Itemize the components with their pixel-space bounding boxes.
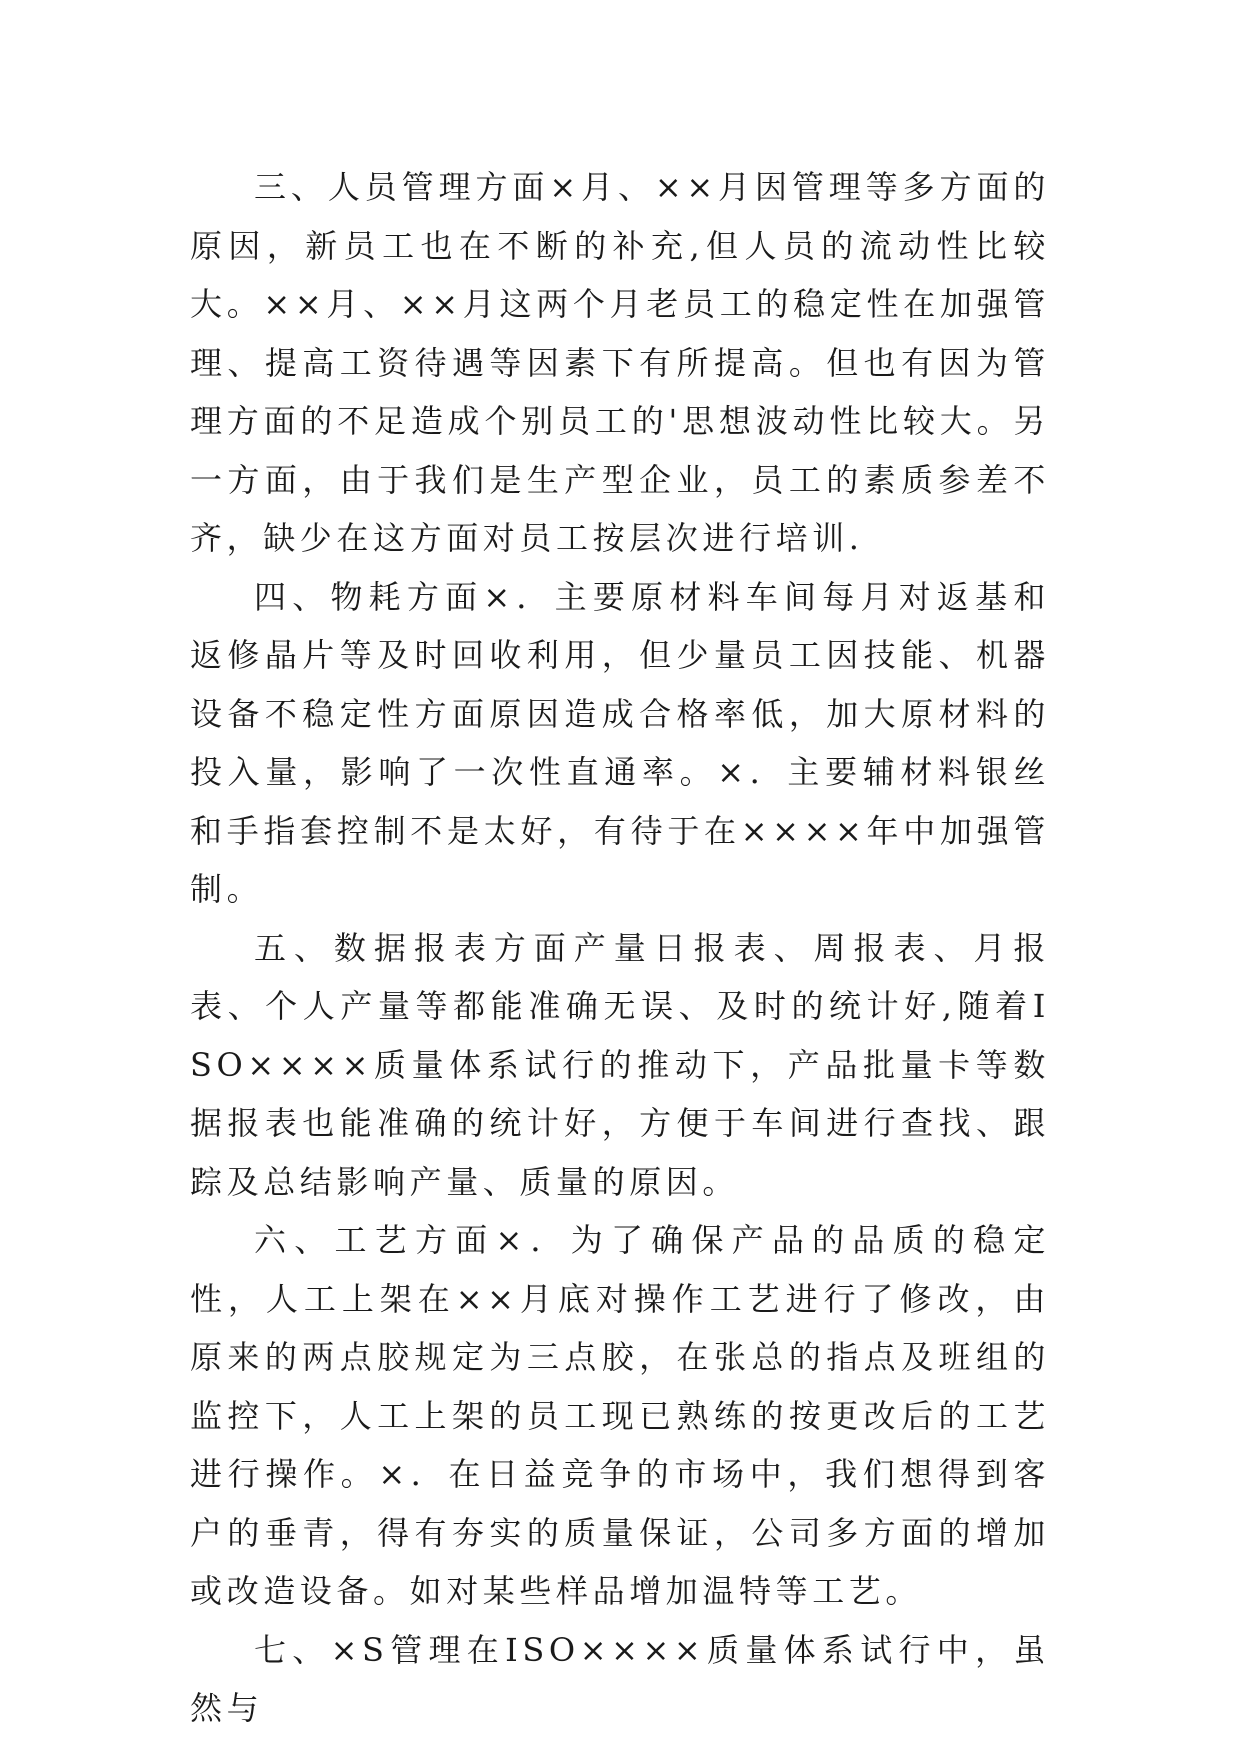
paragraph-material-consumption: 四、物耗方面×．主要原材料车间每月对返基和返修晶片等及时回收利用，但少量员工因技能、机器设备不稳定性方面原因造成合格率低，加大原材料的投入量，影响了一次性直通率。×．主要辅材料银丝和手指套控制不是太好，有待于在××××年中加强管制。 [190,577,1050,908]
paragraph-personnel-management: 三、人员管理方面×月、××月因管理等多方面的原因，新员工也在不断的补充,但人员的流动性比较大。××月、××月这两个月老员工的稳定性在加强管理、提高工资待遇等因素下有所提高。但也有因为管理方面的不足造成个别员工的'思想波动性比较大。另一方面，由于我们是生产型企业，员工的素质参差不齐，缺少在这方面对员工按层次进行培训. [190,168,1050,557]
paragraph-data-reports: 五、数据报表方面产量日报表、周报表、月报表、个人产量等都能准确无误、及时的统计好,随着ISO××××质量体系试行的推动下，产品批量卡等数据报表也能准确的统计好，方便于车间进行查找、跟踪及总结影响产量、质量的原因。 [190,928,1050,1201]
paragraph-process-technology: 六、工艺方面×．为了确保产品的品质的稳定性，人工上架在××月底对操作工艺进行了修改，由原来的两点胶规定为三点胶，在张总的指点及班组的监控下，人工上架的员工现已熟练的按更改后的工艺进行操作。×．在日益竞争的市场中，我们想得到客户的垂青，得有夯实的质量保证，公司多方面的增加或改造设备。如对某些样品增加温特等工艺。 [190,1221,1050,1610]
document-body [190,158,1050,1738]
paragraph-5s-management: 七、×S管理在ISO××××质量体系试行中，虽然与 [190,1630,1050,1727]
